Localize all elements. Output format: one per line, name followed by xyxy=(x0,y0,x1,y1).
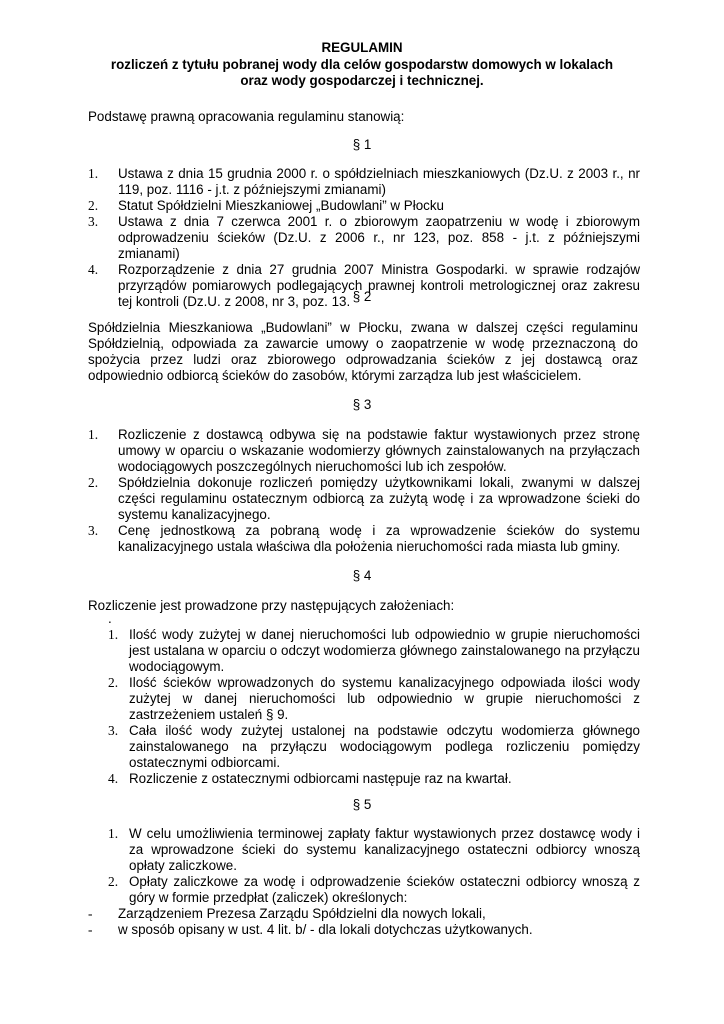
list-number: 2. xyxy=(88,198,99,213)
list-item xyxy=(88,198,640,214)
list-item xyxy=(108,675,640,723)
list-number: 2. xyxy=(108,874,119,889)
section-4-intro: Rozliczenie jest prowadzone przy następujących założeniach: xyxy=(88,598,455,613)
list-item-text: W celu umożliwienia terminowej zapłaty faktur wystawionych przez dostawcę wody i za wprowadzone ścieki do systemu kanalizacyjnego ostateczni odbiorcy wnoszą opłaty zaliczkowe. xyxy=(129,826,640,873)
list-item-text: Ustawa z dnia 7 czerwca 2001 r. o zbiorowym zaopatrzeniu w wodę i zbiorowym odprowadzeniu ścieków (Dz.U. z 2006 r., nr 123, poz. 858 - j.t. z późniejszymi zmianami) xyxy=(118,214,640,261)
list-item xyxy=(108,723,640,771)
list-item-text: Ilość ścieków wprowadzonych do systemu kanalizacyjnego odpowiada ilości wody zużytej w danej nieruchomości lub odpowiednio w grupie nieruchomości z zastrzeżeniem ustaleń § 9. xyxy=(129,675,640,722)
title-line-1: REGULAMIN xyxy=(321,40,403,55)
stray-dot: . xyxy=(108,611,112,626)
list-dash: - xyxy=(88,906,93,921)
section-1-heading: § 1 xyxy=(352,137,372,152)
section-4-heading: § 4 xyxy=(352,568,372,583)
list-item xyxy=(108,826,640,874)
list-item-text: Ustawa z dnia 15 grudnia 2000 r. o spółdzielniach mieszkaniowych (Dz.U. z 2003 r., nr 119, poz. 1116 - j.t. z późniejszymi zmianami) xyxy=(118,166,640,197)
list-number: 4. xyxy=(88,262,99,277)
list-item xyxy=(108,874,640,906)
list-item-text: Cała ilość wody zużytej ustalonej na podstawie odczytu wodomierza głównego zainstalowanego na przyłączu wodociągowym podlega rozliczeniu pomiędzy ostatecznymi odbiorcami. xyxy=(129,723,640,770)
list-dash: - xyxy=(88,922,93,937)
list-item xyxy=(88,214,640,262)
list-item-text: Ilość wody zużytej w danej nieruchomości lub odpowiednio w grupie nieruchomości jest ustalana w oparciu o odczyt wodomierza głównego zainstalowanego na przyłączu wodociągowym. xyxy=(129,627,640,674)
list-item xyxy=(88,427,640,475)
list-item-text: Rozporządzenie z dnia 27 grudnia 2007 Ministra Gospodarki. w sprawie rodzajów przyrządów pomiarowych podlegających prawnej kontroli metrologicznej oraz zakresu tej kontroli (Dz.U. z 2008, nr 3, poz. 13. xyxy=(118,262,640,309)
list-number: 1. xyxy=(108,826,119,841)
list-item xyxy=(108,771,640,787)
list-item xyxy=(88,475,640,523)
list-item-text: w sposób opisany w ust. 4 lit. b/ - dla lokali dotychczas użytkowanych. xyxy=(118,922,533,937)
section-5-dash-list xyxy=(88,906,640,938)
list-number: 1. xyxy=(108,627,119,642)
section-5-list xyxy=(108,826,640,906)
list-number: 1. xyxy=(88,166,99,181)
section-3-list xyxy=(88,427,640,555)
list-item xyxy=(88,906,640,922)
title-line-3: oraz wody gospodarczej i technicznej. xyxy=(240,73,484,88)
list-number: 2. xyxy=(108,675,119,690)
list-item-text: Spółdzielnia dokonuje rozliczeń pomiędzy użytkownikami lokali, zwanymi w dalszej części regulaminu ostatecznym odbiorcą za zużytą wodę i za wprowadzone ścieki do systemu kanalizacyjnego. xyxy=(118,475,640,522)
list-item xyxy=(88,523,640,555)
section-5-heading: § 5 xyxy=(352,797,372,812)
list-item-text: Cenę jednostkową za pobraną wodę i za wprowadzenie ścieków do systemu kanalizacyjnego ustala właściwa dla położenia nieruchomości rada miasta lub gminy. xyxy=(118,523,640,554)
list-number: 3. xyxy=(88,523,99,538)
list-item-text: Zarządzeniem Prezesa Zarządu Spółdzielni dla nowych lokali, xyxy=(118,906,486,921)
list-item xyxy=(108,627,640,675)
list-item-text: Rozliczenie z ostatecznymi odbiorcami następuje raz na kwartał. xyxy=(129,771,512,786)
section-2-paragraph: Spółdzielnia Mieszkaniowa „Budowlani” w Płocku, zwana w dalszej części regulaminu Spółdzielnią, odpowiada za zawarcie umowy o zaopatrzenie w wodę przeznaczoną do spożycia przez ludzi oraz zbiorowego odprowadzania ścieków z jej dostawcą oraz odpowiednio odbiorcą ścieków do zasobów, którymi zarządza lub jest właścicielem. xyxy=(88,320,638,383)
list-number: 3. xyxy=(88,214,99,229)
section-4-list xyxy=(108,627,640,787)
list-item xyxy=(88,922,640,938)
list-item xyxy=(88,166,640,198)
intro-paragraph: Podstawę prawną opracowania regulaminu stanowią: xyxy=(88,109,405,124)
list-number: 1. xyxy=(88,427,99,442)
list-item-text: Statut Spółdzielni Mieszkaniowej „Budowlani” w Płocku xyxy=(118,198,444,213)
list-item-text: Rozliczenie z dostawcą odbywa się na podstawie faktur wystawionych przez stronę umowy w oparciu o wskazanie wodomierzy głównych zainstalowanych na przyłączach wodociągowych poszczególnych nieruchomości lub ich zespołów. xyxy=(118,427,640,474)
list-number: 4. xyxy=(108,771,119,786)
list-item-text: Opłaty zaliczkowe za wodę i odprowadzenie ścieków ostateczni odbiorcy wnoszą z góry w formie przedpłat (zaliczek) określonych: xyxy=(129,874,640,905)
section-3-heading: § 3 xyxy=(352,397,372,412)
list-number: 3. xyxy=(108,723,119,738)
title-line-2: rozliczeń z tytułu pobranej wody dla celów gospodarstw domowych w lokalach xyxy=(110,56,614,72)
section-2-heading: § 2 xyxy=(352,289,372,304)
document-title xyxy=(0,40,724,90)
list-number: 2. xyxy=(88,475,99,490)
